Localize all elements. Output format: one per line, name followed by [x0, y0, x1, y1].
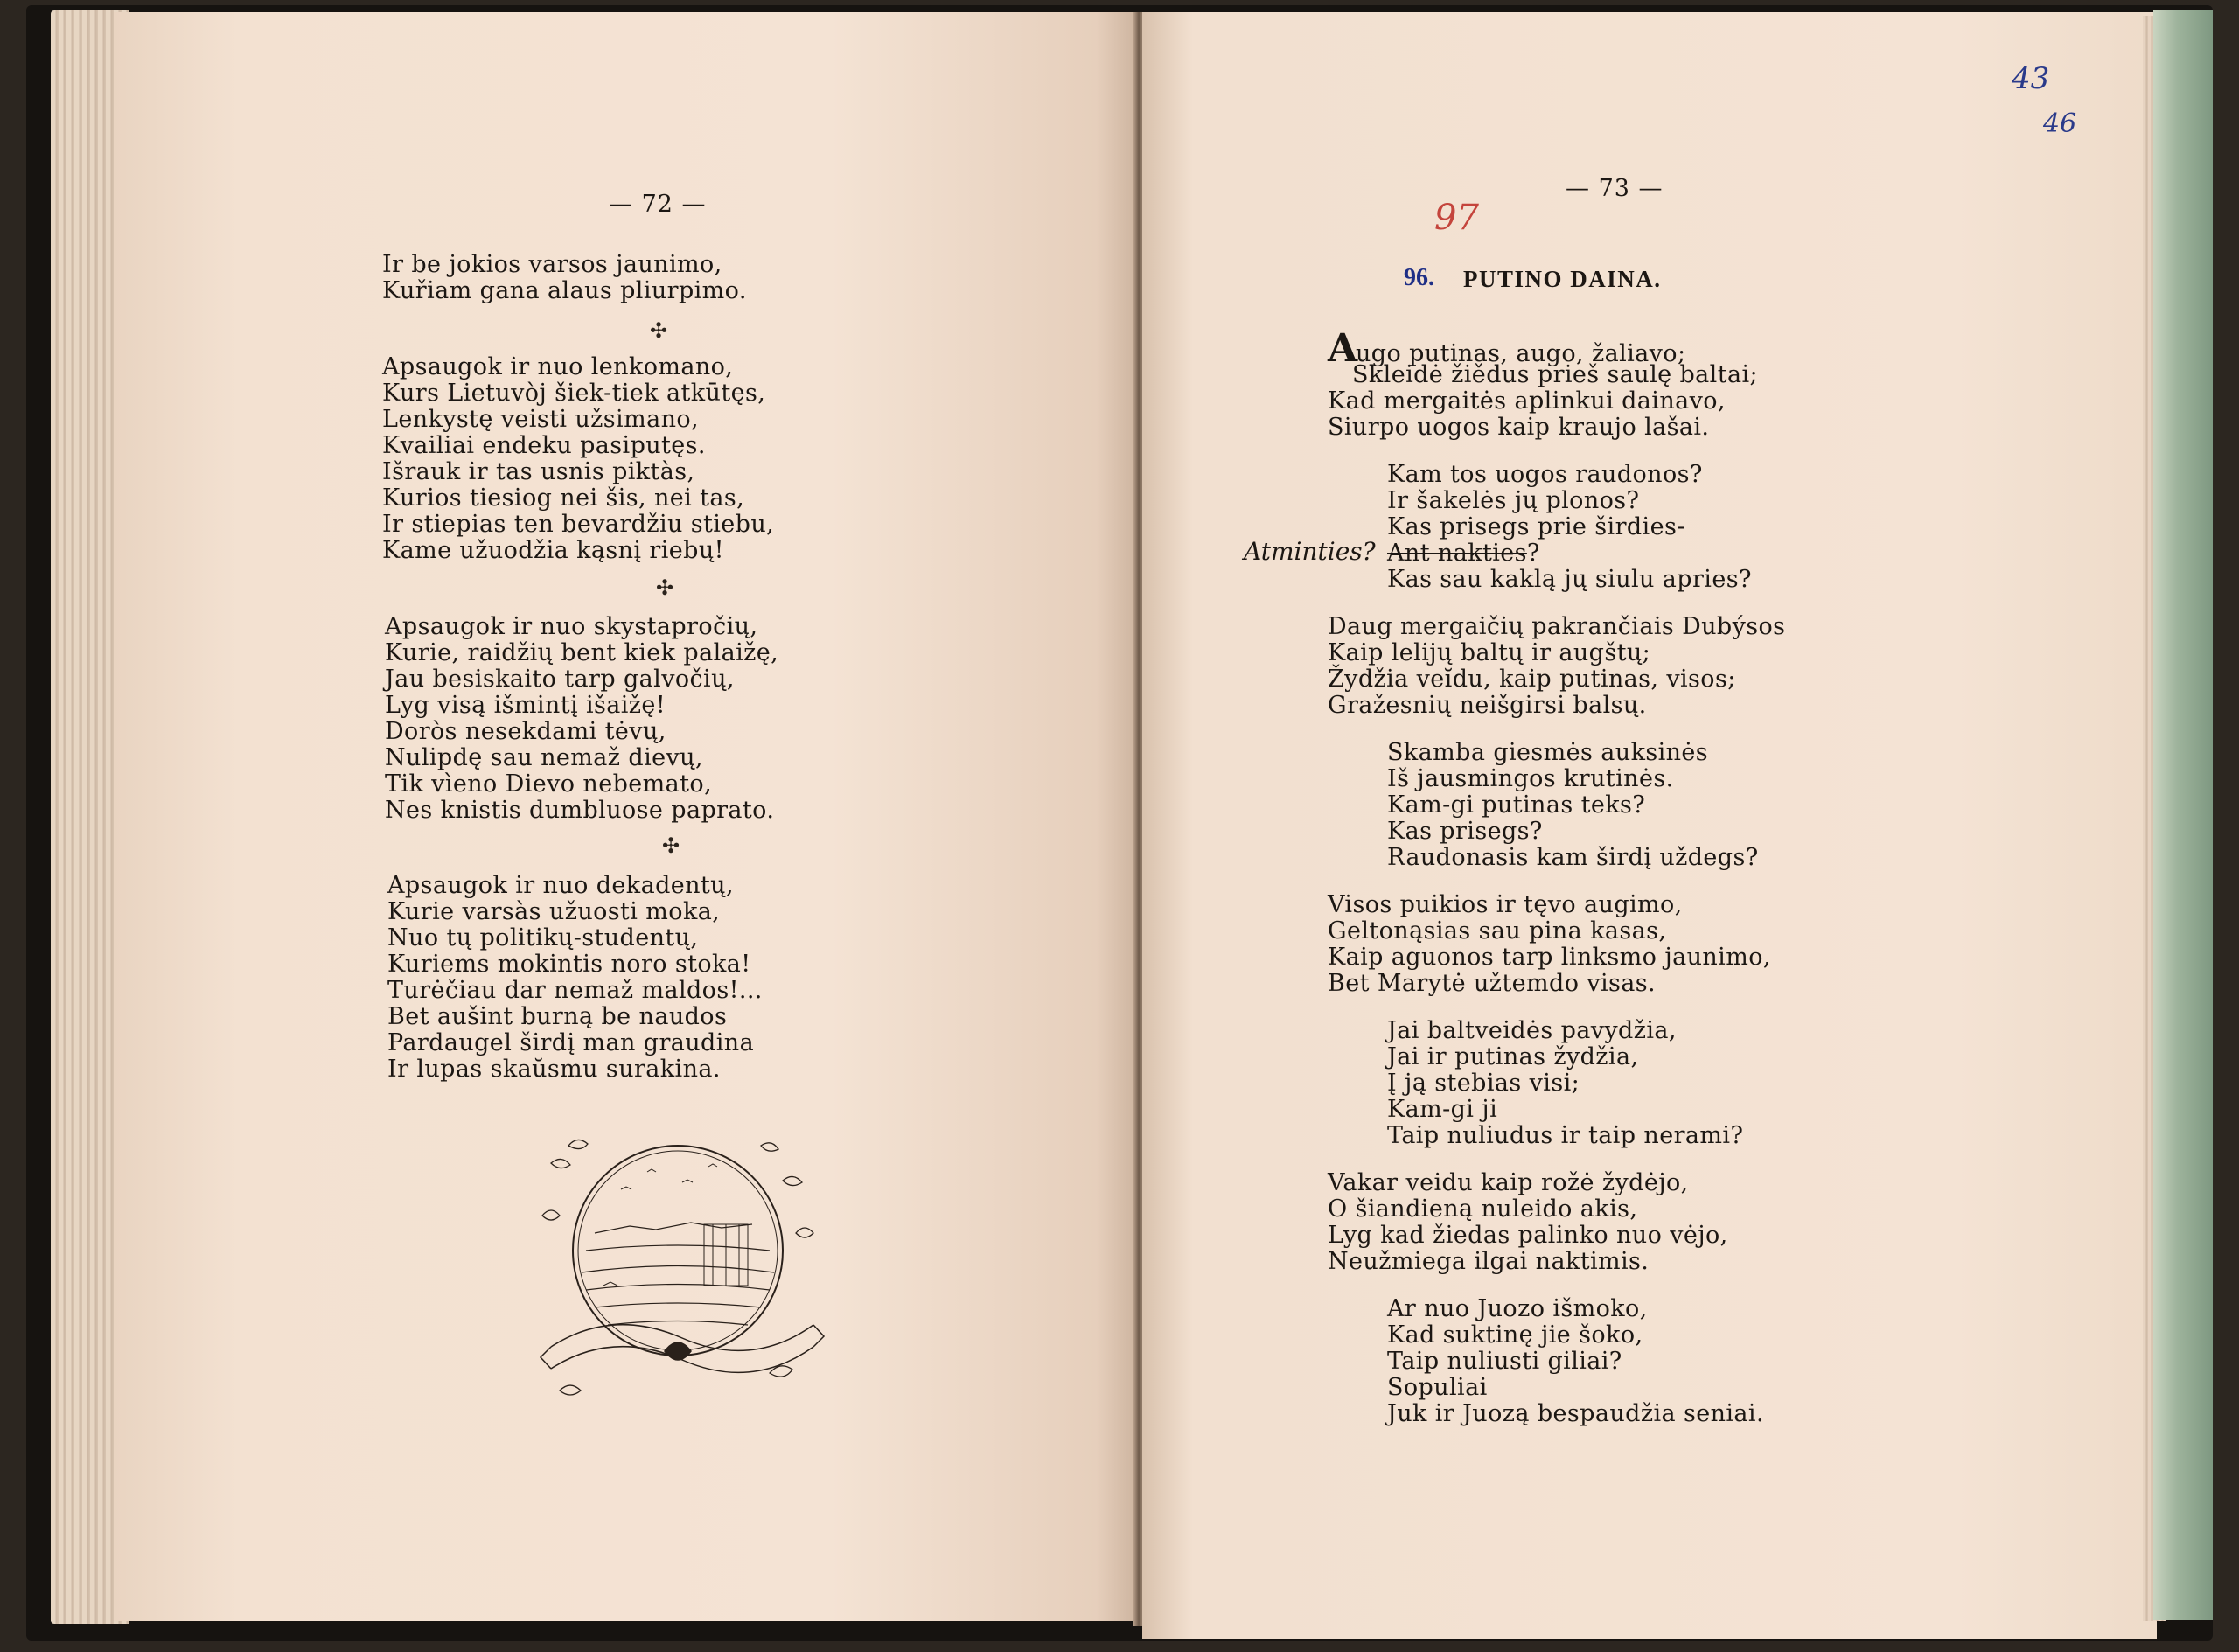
verse-line: Vakar veidu kaip rožė žydėjo, — [1328, 1169, 1689, 1196]
verse-line: Bet aušint burną be naudos — [387, 1003, 728, 1030]
green-endpaper-edge — [2153, 10, 2213, 1620]
verse-line: Jau besiskaito tarp galvočių, — [385, 666, 735, 693]
verse-line: Jai baltveidės pavydžia, — [1387, 1017, 1677, 1044]
ornament-divider: ✣ — [656, 575, 674, 600]
verse-line: Nulipdę sau nemaž dievų, — [385, 744, 703, 771]
verse-line: Apsaugok ir nuo lenkomano, — [382, 353, 734, 380]
verse-line — [1328, 326, 1785, 371]
verse-line: Ar nuo Juozo išmoko, — [1387, 1295, 1648, 1322]
stanza-gap — [1328, 441, 1785, 462]
verse-suffix: ? — [1526, 540, 1540, 567]
verse-line: Bet Marytė užtemdo visas. — [1328, 970, 1657, 997]
verse-line: Jai ir putinas žydžia, — [1387, 1043, 1639, 1070]
verse-line: Ir be jokios varsos jaunimo, — [382, 251, 722, 278]
verse-line — [1328, 540, 1785, 567]
struck-text: Ant nakties — [1387, 540, 1527, 567]
stanza-gap — [1328, 997, 1785, 1018]
verse-line: Nes knistis dumbluose paprato. — [385, 797, 775, 824]
verse-line: Ir stiepias ten bevardžiu stiebu, — [382, 511, 775, 538]
verse-line: Apsaugok ir nuo dekadentų, — [387, 872, 734, 899]
verse-line: Taip nuliusti giliai? — [1387, 1348, 1622, 1375]
verse-line: Gražesnių neišgirsi balsų. — [1328, 692, 1647, 719]
stanza-gap — [1328, 719, 1785, 740]
verse-line: Raudonasis kam širdį uždegs? — [1387, 844, 1759, 871]
verse-line: Kuriems mokintis noro stoka! — [387, 951, 751, 978]
verse-line: Kas prisegs prie širdies- — [1387, 513, 1685, 540]
verse-line: Siurpo uogos kaip kraujo lašai. — [1328, 414, 1710, 441]
verse-line: Iš jausmingos krutinės. — [1387, 765, 1674, 792]
verse-line: Kame užuodžia kąsnį riebų! — [382, 537, 724, 564]
verse-line: Lyg kad žiedas palinko nuo vėjo, — [1328, 1222, 1728, 1249]
verse-line: Kam-gi ji — [1387, 1096, 1498, 1123]
handwritten-folio-number: 43 — [2012, 61, 2050, 96]
poem-title: PUTINO DAINA. — [1463, 266, 1662, 292]
verse-line: Juk ir Juozą bespaudžia seniai. — [1387, 1400, 1764, 1427]
ornament-divider: ✣ — [662, 833, 680, 858]
stanza-gap — [1328, 593, 1785, 614]
verse-line: Kaip lelijų baltų ir augštų; — [1328, 639, 1651, 666]
stanza-gap — [1328, 1275, 1785, 1296]
verse-line: Skleidė žiědus prieš saulę baltai; — [1352, 361, 1758, 388]
verse-line: Turėčiau dar nemaž maldos!... — [387, 977, 763, 1004]
verse-line: Kad suktinę jie šoko, — [1387, 1321, 1643, 1349]
left-stanza-3 — [385, 614, 778, 824]
verse-line: Kvailiai endeku pasiputęs. — [382, 432, 706, 459]
verse-line: Visos puikios ir tęvo augimo, — [1328, 891, 1683, 918]
verse-line: Lyg visą išmintį išaižę! — [385, 692, 666, 719]
verse-line: Apsaugok ir nuo skystapročių, — [385, 613, 758, 640]
drop-cap: A — [1328, 326, 1358, 371]
poem-number: 96. — [1404, 264, 1434, 291]
verse-line: Sopuliai — [1387, 1374, 1488, 1401]
engraved-vignette-illustration — [534, 1128, 831, 1417]
verse-line: O šiandieną nuleido akis, — [1328, 1195, 1638, 1223]
verse-line: Tik vìeno Dievo nebemato, — [385, 770, 713, 798]
verse-line: Taip nuliudus ir taip nerami? — [1387, 1122, 1744, 1149]
verse-text: ugo putinas, augo, žaliavo; — [1356, 340, 1686, 367]
left-page-number: — 72 — — [609, 191, 707, 218]
handwritten-folio-number: 46 — [2043, 108, 2077, 139]
stanza-gap — [1328, 1149, 1785, 1170]
verse-line: Kad mergaitės aplinkui dainavo, — [1328, 387, 1726, 415]
verse-line: Kam tos uogos raudonos? — [1387, 461, 1703, 488]
right-poem-body — [1328, 326, 1786, 1427]
handwritten-red-number: 97 — [1434, 198, 1479, 238]
left-stanza-1 — [382, 252, 747, 304]
verse-line: Kas prisegs? — [1387, 818, 1543, 845]
verse-line: Pardaugel širdį man graudina — [387, 1029, 755, 1056]
verse-line: Neužmiega ilgai naktimis. — [1328, 1248, 1650, 1275]
left-stanza-2 — [382, 354, 774, 564]
left-stanza-4 — [387, 873, 763, 1083]
verse-line: Kaip aguonos tarp linksmo jaunimo, — [1328, 944, 1771, 971]
verse-line: Kuřiam gana alaus pliurpimo. — [382, 277, 747, 304]
verse-line: Žydžia veĭdu, kaip putinas, visos; — [1328, 666, 1736, 693]
verse-line: Lenkystę veisti užsimano, — [382, 406, 700, 433]
verse-line: Ir šakelės jų plonos? — [1387, 487, 1640, 514]
verse-line: Kurie varsàs užuosti moka, — [387, 898, 721, 925]
verse-line: Skamba giesmės auksinės — [1387, 739, 1709, 766]
right-page-number: — 73 — — [1566, 175, 1664, 202]
handwritten-margin-note: Atminties? — [1244, 537, 1376, 566]
verse-line: Geltonąsias sau pina kasas, — [1328, 917, 1667, 944]
verse-line: Kas sau kaklą jų siulu apries? — [1387, 566, 1752, 593]
verse-line: Ir lupas skaŭsmu surakina. — [387, 1056, 721, 1083]
verse-line: Nuo tų politikų-studentų, — [387, 924, 699, 951]
verse-line: Doròs nesekdami tėvų, — [385, 718, 666, 745]
verse-line: Kurios tiesiog nei šis, nei tas, — [382, 484, 745, 512]
verse-line: Kurie, raidžių bent kiek palaižę, — [385, 639, 779, 666]
verse-line: Daug mergaičių pakrančiais Dubýsos — [1328, 613, 1786, 640]
ornament-divider: ✣ — [650, 318, 668, 343]
verse-line: Išrauk ir tas usnis piktàs, — [382, 458, 695, 485]
verse-line: Kurs Lietuvòj šiek-tiek atkūtęs, — [382, 380, 766, 407]
verse-line: Kam-gi putinas teks? — [1387, 791, 1646, 819]
verse-line: Į ją stebias visi; — [1387, 1070, 1580, 1097]
stanza-gap — [1328, 871, 1785, 892]
